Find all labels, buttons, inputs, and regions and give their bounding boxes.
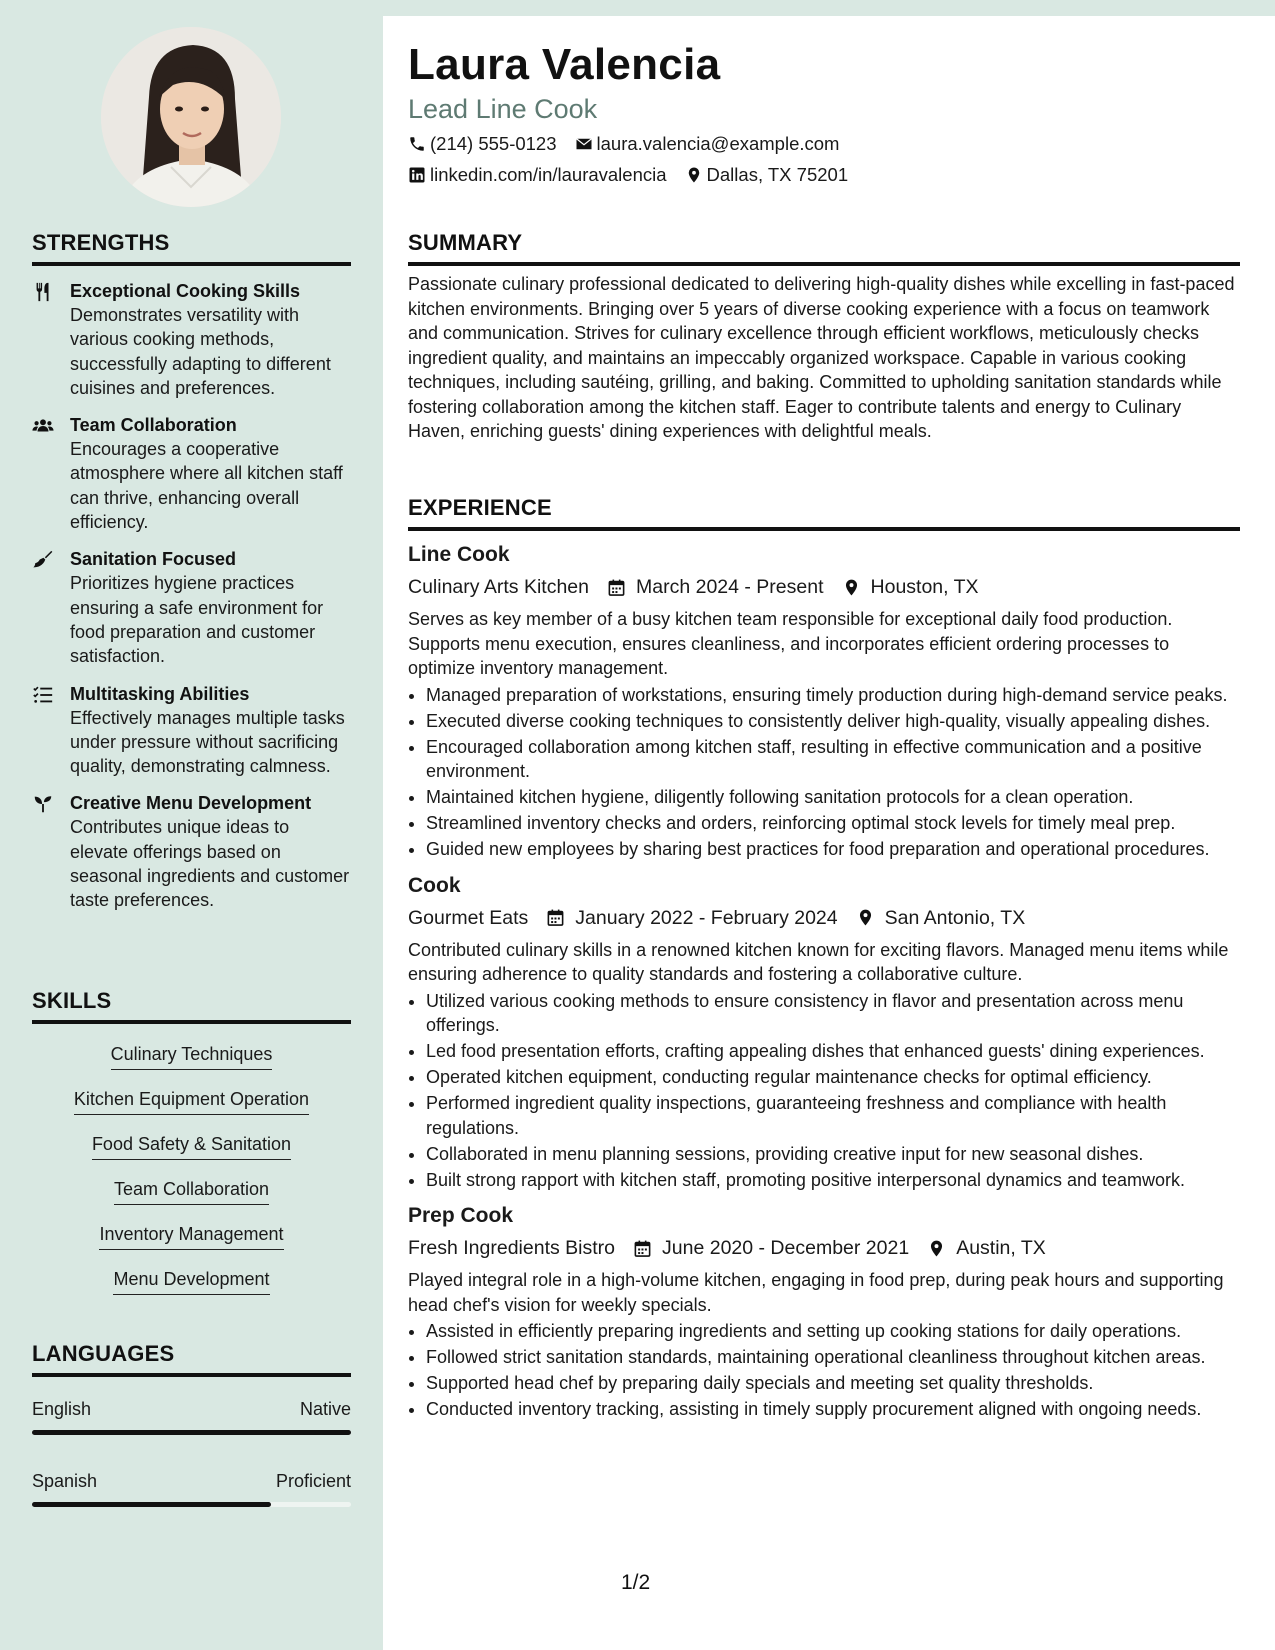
skills-section (32, 988, 351, 1304)
job-bullet: • Executed diverse cooking techniques to consistently deliver high-quality, visually appealing dishes. (426, 709, 1240, 734)
job-location-text: San Antonio, TX (884, 906, 1026, 929)
envelope-icon (575, 135, 593, 153)
location-text: Dallas, TX 75201 (706, 164, 849, 185)
calendar-icon (633, 1239, 652, 1258)
job-bullet: • Managed preparation of workstations, ensuring timely production during high-demand service peaks. (426, 683, 1240, 708)
languages-section (32, 1341, 351, 1507)
job-meta (408, 1234, 1240, 1262)
summary-section (408, 230, 1240, 444)
strength-title: Team Collaboration (70, 415, 237, 436)
profile-photo (101, 27, 281, 207)
skills-title: SKILLS (32, 988, 351, 1024)
contact-row (408, 133, 857, 155)
job-location-text: Houston, TX (870, 576, 979, 598)
language-bar-fill (32, 1502, 271, 1507)
job-title: Line Cook (408, 543, 510, 566)
job-bullet: • Performed ingredient quality inspections, guaranteeing freshness and compliance with health regulations. (426, 1091, 1240, 1140)
language-bar (32, 1430, 351, 1435)
candidate-role: Lead Line Cook (408, 94, 598, 124)
experience-title: EXPERIENCE (408, 495, 1240, 531)
company-name: Culinary Arts Kitchen (408, 576, 589, 598)
phone-contact (408, 133, 557, 155)
strength-desc: Prioritizes hygiene practices ensuring a safe environment for food preparation and customer satisfaction. (70, 573, 324, 667)
skill-tag: Kitchen Equipment Operation (74, 1087, 309, 1115)
company-name: Fresh Ingredients Bistro (408, 1237, 616, 1259)
job-location (842, 573, 979, 601)
skill-tag: Inventory Management (99, 1222, 283, 1250)
strength-item (32, 547, 351, 668)
summary-title: SUMMARY (408, 230, 1240, 266)
broom-icon (32, 547, 70, 668)
job-description: Contributed culinary skills in a renowned kitchen known for exciting flavors. Managed menu items while ensuring adherence to quality standards and fostering a collaborative culture. (408, 939, 1229, 984)
phone-icon (408, 135, 426, 153)
job-bullet: • Collaborated in menu planning sessions, providing creative input for new seasonal dishes. (426, 1142, 1240, 1167)
job-description: Serves as key member of a busy kitchen team responsible for exceptional daily food production. Supports menu execution, ensures cleanliness, and incorporates efficient ordering processes to optimize inventory management. (408, 609, 1173, 678)
job-bullet: • Built strong rapport with kitchen staff, promoting positive interpersonal dynamics and teamwork. (426, 1168, 1240, 1193)
strength-desc: Demonstrates versatility with various cooking methods, successfully adapting to different cuisines and preferences. (70, 305, 331, 398)
job-entry (408, 872, 1240, 1193)
language-item (32, 1471, 351, 1507)
top-strip (383, 0, 1275, 16)
job-entry (408, 1202, 1240, 1422)
strength-item (32, 682, 351, 779)
strength-title: Exceptional Cooking Skills (70, 281, 301, 301)
job-location-text: Austin, TX (956, 1237, 1046, 1259)
users-icon (32, 413, 70, 534)
skill-tag: Culinary Techniques (111, 1042, 273, 1070)
job-location (856, 904, 1026, 932)
job-dates (607, 573, 824, 601)
strength-title: Sanitation Focused (70, 549, 237, 570)
location-pin-icon (685, 166, 703, 184)
job-description: Played integral role in a high-volume kitchen, engaging in food prep, during peak hours and supporting head chef's vision for weekly specials. (408, 1270, 1224, 1315)
job-bullet: • Followed strict sanitation standards, maintaining operational cleanliness throughout kitchen areas. (426, 1345, 1240, 1370)
job-bullet: • Operated kitchen equipment, conducting regular maintenance checks for optimal efficiency. (426, 1065, 1240, 1090)
strength-title: Multitasking Abilities (70, 683, 250, 704)
page-number: 1/2 (621, 1571, 651, 1594)
company-name: Gourmet Eats (408, 906, 529, 929)
location-pin-icon (856, 908, 875, 927)
location-pin-icon (842, 578, 861, 597)
seedling-icon (32, 791, 70, 912)
job-entry (408, 541, 1240, 862)
candidate-name: Laura Valencia (408, 40, 721, 89)
job-bullets (408, 683, 1240, 862)
skill-tag: Food Safety & Sanitation (92, 1132, 291, 1160)
job-bullet: • Supported head chef by preparing daily specials and meeting set quality thresholds. (426, 1371, 1240, 1396)
job-bullet: • Streamlined inventory checks and orders, reinforcing optimal stock levels for timely meal prep. (426, 811, 1240, 836)
job-bullet: • Encouraged collaboration among kitchen staff, resulting in effective communication and a positive environment. (426, 735, 1240, 784)
job-bullet: • Utilized various cooking methods to ensure consistency in flavor and presentation across menu offerings. (426, 989, 1240, 1038)
language-name: English (32, 1399, 92, 1419)
strengths-title: STRENGTHS (32, 230, 351, 266)
job-title: Prep Cook (408, 1204, 514, 1227)
job-meta (408, 904, 1240, 932)
skill-tag: Menu Development (113, 1267, 269, 1295)
job-bullets (408, 989, 1240, 1193)
calendar-icon (607, 578, 626, 597)
languages-title: LANGUAGES (32, 1341, 351, 1377)
job-title: Cook (408, 873, 461, 897)
job-bullet: • Led food presentation efforts, crafting appealing dishes that enhanced guests' dining experiences. (426, 1039, 1240, 1064)
strength-desc: Effectively manages multiple tasks under pressure without sacrificing quality, demonstrating calmness. (70, 707, 345, 777)
strength-desc: Contributes unique ideas to elevate offerings based on seasonal ingredients and customer taste preferences. (70, 817, 350, 911)
job-bullet: • Maintained kitchen hygiene, diligently following sanitation protocols for a clean operation. (426, 785, 1240, 810)
linkedin-text[interactable]: linkedin.com/in/lauravalencia (430, 164, 667, 185)
language-bar (32, 1502, 351, 1507)
job-dates-text: June 2020 - December 2021 (662, 1237, 910, 1259)
utensils-icon (32, 279, 70, 400)
linkedin-icon (408, 166, 426, 184)
job-bullet: • Assisted in efficiently preparing ingredients and setting up cooking stations for daily operations. (426, 1319, 1240, 1344)
language-level: Native (299, 1399, 351, 1419)
summary-text: Passionate culinary professional dedicated to delivering high-quality dishes while excelling in fast-paced kitchen environments. Bringing over 5 years of diverse cooking experience with a focus on teamwork and communication. Strives for culinary excellence through efficient workflows, meticulously checks ingredient quality, and maintains an impeccably organized workspace. Capable in various cooking techniques, including sautéing, grilling, and baking. Committed to upholding sanitation standards while fostering collaboration among the kitchen staff. Eager to contribute talents and energy to Culinary Haven, enriching guests' dining experiences with delightful meals. (408, 274, 1235, 441)
job-dates (633, 1234, 909, 1262)
calendar-icon (546, 908, 565, 927)
strength-item (32, 791, 351, 912)
strengths-section (32, 230, 351, 913)
job-bullet: • Conducted inventory tracking, assisting in timely supply procurement aligned with ongoing needs. (426, 1397, 1240, 1422)
job-dates-text: March 2024 - Present (636, 576, 824, 598)
experience-section (408, 495, 1240, 1423)
language-item (32, 1399, 351, 1435)
job-location (927, 1234, 1046, 1262)
location-contact (685, 164, 849, 186)
phone-text: (214) 555-0123 (430, 133, 557, 154)
language-bar-fill (32, 1430, 351, 1435)
job-bullet: • Guided new employees by sharing best practices for food preparation and operational procedures. (426, 837, 1240, 862)
linkedin-contact[interactable] (408, 164, 667, 186)
email-contact[interactable] (575, 133, 840, 155)
job-dates (546, 904, 837, 932)
strength-desc: Encourages a cooperative atmosphere where all kitchen staff can thrive, enhancing overall efficiency. (70, 439, 343, 533)
language-name: Spanish (32, 1471, 98, 1491)
job-bullets (408, 1319, 1240, 1422)
job-dates-text: January 2022 - February 2024 (575, 906, 838, 929)
strength-title: Creative Menu Development (70, 793, 312, 814)
contact-row (408, 164, 866, 186)
strength-item (32, 413, 351, 534)
language-level: Proficient (275, 1471, 351, 1491)
skill-tag: Team Collaboration (114, 1177, 269, 1205)
strength-item (32, 279, 351, 400)
location-pin-icon (927, 1239, 946, 1258)
job-meta (408, 573, 1240, 601)
email-text[interactable]: laura.valencia@example.com (596, 133, 840, 154)
list-check-icon (32, 682, 70, 779)
